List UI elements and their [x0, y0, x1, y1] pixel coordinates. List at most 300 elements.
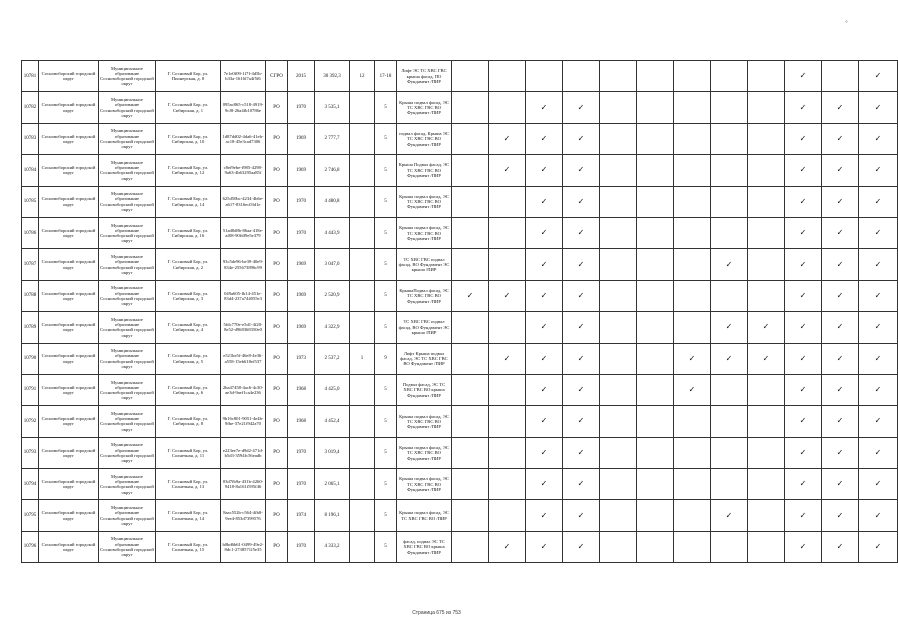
row-id: 10796 [22, 531, 39, 562]
elevators-cell [350, 249, 375, 280]
checkmark-icon: ✓ [799, 196, 807, 206]
work-check-cell [637, 374, 674, 405]
work-check-cell [452, 280, 489, 311]
program-type-cell: РО [266, 531, 288, 562]
checkmark-icon: ✓ [799, 447, 807, 457]
build-year-cell: 1969 [288, 249, 315, 280]
work-check-cell [711, 155, 748, 186]
work-check-cell [526, 123, 563, 154]
checkmark-icon: ✓ [540, 353, 548, 363]
work-check-cell [822, 217, 859, 248]
table-row [22, 186, 898, 217]
floors-cell: 9 [375, 343, 397, 374]
address-cell: Г. Сосновый Бор, ул. Сибирская, д. 5 [156, 343, 221, 374]
build-year-cell: 2015 [288, 61, 315, 92]
organization-cell: Муниципальное образование Сосновоборский городской округ [99, 531, 156, 562]
work-check-cell [600, 280, 637, 311]
work-check-cell [748, 469, 785, 500]
work-check-cell [452, 155, 489, 186]
work-check-cell [489, 531, 526, 562]
row-id: 10787 [22, 249, 39, 280]
work-check-cell [785, 61, 822, 92]
work-check-cell [748, 249, 785, 280]
floors-cell: 5 [375, 217, 397, 248]
work-check-cell [748, 280, 785, 311]
build-year-cell: 1969 [288, 123, 315, 154]
table-row [22, 531, 898, 562]
works-list-cell: подвал фасад, Крыша ЭС ТС ХВС ГВС ВО Фундамент /ПИР [397, 123, 452, 154]
address-cell: Г. Сосновый Бор, ул. Солнечная, д. 11 [156, 437, 221, 468]
checkmark-icon: ✓ [874, 385, 882, 395]
checkmark-icon: ✓ [874, 133, 882, 143]
table-row [22, 155, 898, 186]
work-check-cell [526, 249, 563, 280]
checkmark-icon: ✓ [874, 290, 882, 300]
organization-cell: Муниципальное образование Сосновоборский городской округ [99, 217, 156, 248]
build-year-cell: 1970 [288, 186, 315, 217]
work-check-cell [711, 437, 748, 468]
checkmark-icon: ✓ [540, 102, 548, 112]
work-check-cell [711, 217, 748, 248]
work-check-cell [859, 217, 898, 248]
works-list-cell: КрышаПодвал фасад, ЭС ТС ХВС ГВС ВО Фундамент /ПИР [397, 280, 452, 311]
work-check-cell [785, 469, 822, 500]
address-cell: Г. Сосновый Бор, ул. Сибирская, д. 2 [156, 249, 221, 280]
work-check-cell [674, 343, 711, 374]
work-check-cell [859, 469, 898, 500]
work-check-cell [452, 61, 489, 92]
work-check-cell [785, 437, 822, 468]
works-list-cell: фасад, подвал ЭС ТС ХВС ГВС ВО крыша Фундамент /ПИР [397, 531, 452, 562]
floors-cell: 5 [375, 437, 397, 468]
work-check-cell [563, 186, 600, 217]
work-check-cell [859, 249, 898, 280]
municipality-cell: Сосновоборский городской округ [39, 92, 99, 123]
work-check-cell [711, 123, 748, 154]
works-list-cell: Крыша подвал фасад, ЭС ТС ХВС ГВС ВО Фундамент /ПИР [397, 437, 452, 468]
work-check-cell [526, 531, 563, 562]
checkmark-icon: ✓ [688, 353, 696, 363]
row-id: 10794 [22, 469, 39, 500]
checkmark-icon: ✓ [836, 102, 844, 112]
checkmark-icon: ✓ [540, 290, 548, 300]
address-cell: Г. Сосновый Бор, ул. Сибирская, д. 16 [156, 217, 221, 248]
work-check-cell [785, 186, 822, 217]
elevators-cell [350, 155, 375, 186]
checkmark-icon: ✓ [577, 259, 585, 269]
organization-cell: Муниципальное образование Сосновоборский городской округ [99, 500, 156, 531]
area-cell: 4 452,4 [315, 406, 350, 437]
checkmark-icon: ✓ [540, 228, 548, 238]
work-check-cell [526, 186, 563, 217]
table-row [22, 406, 898, 437]
work-check-cell [748, 374, 785, 405]
floors-cell: 5 [375, 249, 397, 280]
work-check-cell [452, 500, 489, 531]
work-check-cell [822, 406, 859, 437]
works-list-cell: ТС ХВС ГВС подвал фасад, ВО Фундамент ЭС крыша /ПИР [397, 249, 452, 280]
checkmark-icon: ✓ [799, 479, 807, 489]
work-check-cell [859, 280, 898, 311]
checkmark-icon: ✓ [577, 228, 585, 238]
checkmark-icon: ✓ [799, 385, 807, 395]
program-type-cell: РО [266, 437, 288, 468]
floors-cell: 5 [375, 186, 397, 217]
buildings-table [21, 60, 898, 563]
build-year-cell: 1973 [288, 343, 315, 374]
row-id: 10784 [22, 155, 39, 186]
floors-cell: 5 [375, 531, 397, 562]
work-check-cell [674, 92, 711, 123]
work-check-cell [563, 61, 600, 92]
program-type-cell: РО [266, 280, 288, 311]
checkmark-icon: ✓ [874, 71, 882, 81]
floors-cell: 5 [375, 406, 397, 437]
work-check-cell [526, 312, 563, 343]
work-check-cell [526, 406, 563, 437]
work-check-cell [600, 469, 637, 500]
program-type-cell: РО [266, 469, 288, 500]
checkmark-icon: ✓ [577, 102, 585, 112]
work-check-cell [452, 217, 489, 248]
elevators-cell: 12 [350, 61, 375, 92]
work-check-cell [748, 123, 785, 154]
work-check-cell [526, 92, 563, 123]
work-check-cell [748, 531, 785, 562]
work-check-cell [600, 343, 637, 374]
checkmark-icon: ✓ [836, 353, 844, 363]
house-guid-cell: 625d50bc-4234-4b6e-a617-8316ec03d1e [221, 186, 266, 217]
area-cell: 2 746,8 [315, 155, 350, 186]
table-row [22, 343, 898, 374]
checkmark-icon: ✓ [799, 353, 807, 363]
house-guid-cell: e521be5f-46e8-4e36-a558-15eb618ef537 [221, 343, 266, 374]
checkmark-icon: ✓ [836, 259, 844, 269]
elevators-cell [350, 406, 375, 437]
work-check-cell [785, 155, 822, 186]
organization-cell: Муниципальное образование Сосновоборский городской округ [99, 186, 156, 217]
program-type-cell: РО [266, 406, 288, 437]
work-check-cell [526, 61, 563, 92]
organization-cell: Муниципальное образование Сосновоборский городской округ [99, 123, 156, 154]
work-check-cell [637, 217, 674, 248]
work-check-cell [452, 123, 489, 154]
work-check-cell [859, 437, 898, 468]
address-cell: Г. Сосновый Бор, ул. Сибирская, д. 6 [156, 374, 221, 405]
work-check-cell [563, 123, 600, 154]
organization-cell: Муниципальное образование Сосновоборский городской округ [99, 343, 156, 374]
build-year-cell: 1969 [288, 280, 315, 311]
work-check-cell [822, 500, 859, 531]
municipality-cell: Сосновоборский городской округ [39, 217, 99, 248]
table-row [22, 217, 898, 248]
work-check-cell [822, 186, 859, 217]
checkmark-icon: ✓ [577, 290, 585, 300]
floors-cell: 5 [375, 500, 397, 531]
checkmark-icon: ✓ [688, 385, 696, 395]
elevators-cell [350, 217, 375, 248]
work-check-cell [822, 61, 859, 92]
house-guid-cell: 8aac552b-c564-4fb8-9ee4-853d7399576 [221, 500, 266, 531]
program-type-cell: РО [266, 500, 288, 531]
work-check-cell [637, 312, 674, 343]
row-id: 10793 [22, 437, 39, 468]
checkmark-icon: ✓ [799, 165, 807, 175]
work-check-cell [637, 500, 674, 531]
work-check-cell [674, 249, 711, 280]
checkmark-icon: ✓ [836, 322, 844, 332]
checkmark-icon: ✓ [874, 479, 882, 489]
work-check-cell [674, 312, 711, 343]
work-check-cell [711, 92, 748, 123]
page-footer: Страница 675 из 753 [412, 610, 461, 616]
address-cell: Г. Сосновый Бор, ул. Солнечная, д. 13 [156, 469, 221, 500]
checkmark-icon: ✓ [540, 165, 548, 175]
build-year-cell: 1970 [288, 217, 315, 248]
work-check-cell [637, 92, 674, 123]
work-check-cell [600, 374, 637, 405]
work-check-cell [452, 312, 489, 343]
works-list-cell: Крыша Подвал фасад, ЭС ТС ХВС ГВС ВО Фундамент /ПИР [397, 155, 452, 186]
checkmark-icon: ✓ [874, 259, 882, 269]
floors-cell: 17-18 [375, 61, 397, 92]
work-check-cell [489, 92, 526, 123]
work-check-cell [822, 374, 859, 405]
work-check-cell [822, 92, 859, 123]
work-check-cell [711, 186, 748, 217]
area-cell: 3 019,4 [315, 437, 350, 468]
checkmark-icon: ✓ [836, 510, 844, 520]
municipality-cell: Сосновоборский городской округ [39, 312, 99, 343]
checkmark-icon: ✓ [540, 542, 548, 552]
organization-cell: Муниципальное образование Сосновоборский городской округ [99, 437, 156, 468]
work-check-cell [748, 312, 785, 343]
work-check-cell [711, 249, 748, 280]
work-check-cell [563, 280, 600, 311]
checkmark-icon: ✓ [503, 290, 511, 300]
work-check-cell [637, 249, 674, 280]
checkmark-icon: ✓ [577, 353, 585, 363]
work-check-cell [637, 61, 674, 92]
work-check-cell [785, 312, 822, 343]
checkmark-icon: ✓ [836, 542, 844, 552]
municipality-cell: Сосновоборский городской округ [39, 531, 99, 562]
work-check-cell [452, 374, 489, 405]
work-check-cell [674, 469, 711, 500]
work-check-cell [489, 280, 526, 311]
build-year-cell: 1970 [288, 92, 315, 123]
work-check-cell [822, 155, 859, 186]
work-check-cell [526, 217, 563, 248]
elevators-cell [350, 92, 375, 123]
works-list-cell: Лифт Крыша подвал фасад, ЭС ТС ХВС ГВС ВО Фундамент /ПИР [397, 343, 452, 374]
checkmark-icon: ✓ [799, 102, 807, 112]
work-check-cell [600, 500, 637, 531]
row-id: 10789 [22, 312, 39, 343]
municipality-cell: Сосновоборский городской округ [39, 186, 99, 217]
checkmark-icon: ✓ [540, 479, 548, 489]
municipality-cell: Сосновоборский городской округ [39, 374, 99, 405]
work-check-cell [748, 155, 785, 186]
work-check-cell [563, 92, 600, 123]
work-check-cell [452, 92, 489, 123]
table-row [22, 249, 898, 280]
program-type-cell: СГРО [266, 61, 288, 92]
area-cell: 2 065,1 [315, 469, 350, 500]
house-guid-cell: 9b16c801-9051-4e4b-9fbe-37e21f942a70 [221, 406, 266, 437]
organization-cell: Муниципальное образование Сосновоборский городской округ [99, 406, 156, 437]
work-check-cell [489, 217, 526, 248]
address-cell: Г. Сосновый Бор, ул. Сибирская, д. 14 [156, 186, 221, 217]
works-list-cell: Крыша подвал фасад, ЭС ТС ХВС ГВС ВО /ПИР [397, 500, 452, 531]
house-guid-cell: 03d7fb9a-431b-4260-9418-8a161f595f46 [221, 469, 266, 500]
house-guid-cell: 095ac865-c518-4919-9cf8-26a4fb10786e [221, 92, 266, 123]
floors-cell: 5 [375, 280, 397, 311]
work-check-cell [600, 186, 637, 217]
work-check-cell [711, 500, 748, 531]
build-year-cell: 1970 [288, 437, 315, 468]
work-check-cell [600, 155, 637, 186]
municipality-cell: Сосновоборский городской округ [39, 406, 99, 437]
program-type-cell: РО [266, 92, 288, 123]
row-id: 10781 [22, 61, 39, 92]
work-check-cell [489, 312, 526, 343]
area-cell: 3 535,1 [315, 92, 350, 123]
work-check-cell [785, 500, 822, 531]
checkmark-icon: ✓ [874, 102, 882, 112]
checkmark-icon: ✓ [874, 542, 882, 552]
checkmark-icon: ✓ [799, 259, 807, 269]
work-check-cell [711, 531, 748, 562]
work-check-cell [859, 155, 898, 186]
municipality-cell: Сосновоборский городской округ [39, 500, 99, 531]
works-list-cell: ТС ХВС ГВС подвал фасад, ВО Фундамент ЭС крыша /ПИР [397, 312, 452, 343]
work-check-cell [600, 92, 637, 123]
program-type-cell: РО [266, 312, 288, 343]
organization-cell: Муниципальное образование Сосновоборский городской округ [99, 374, 156, 405]
elevators-cell [350, 531, 375, 562]
elevators-cell [350, 123, 375, 154]
work-check-cell [600, 406, 637, 437]
program-type-cell: РО [266, 217, 288, 248]
checkmark-icon: ✓ [799, 133, 807, 143]
program-type-cell: РО [266, 374, 288, 405]
work-check-cell [452, 406, 489, 437]
area-cell: 30 392,3 [315, 61, 350, 92]
checkmark-icon: ✓ [540, 133, 548, 143]
checkmark-icon: ✓ [836, 479, 844, 489]
checkmark-icon: ✓ [836, 290, 844, 300]
checkmark-icon: ✓ [577, 416, 585, 426]
floors-cell: 5 [375, 92, 397, 123]
checkmark-icon: ✓ [762, 353, 770, 363]
work-check-cell [526, 469, 563, 500]
work-check-cell [526, 280, 563, 311]
work-check-cell [748, 406, 785, 437]
elevators-cell [350, 500, 375, 531]
checkmark-icon: ✓ [577, 385, 585, 395]
checkmark-icon: ✓ [799, 71, 807, 81]
program-type-cell: РО [266, 123, 288, 154]
work-check-cell [452, 437, 489, 468]
organization-cell: Муниципальное образование Сосновоборский городской округ [99, 61, 156, 92]
checkmark-icon: ✓ [874, 165, 882, 175]
area-cell: 2 777,7 [315, 123, 350, 154]
checkmark-icon: ✓ [577, 133, 585, 143]
elevators-cell [350, 437, 375, 468]
house-guid-cell: e223ee7e-d9d2-471d-b5d3-3594fc56eadb [221, 437, 266, 468]
organization-cell: Муниципальное образование Сосновоборский городской округ [99, 155, 156, 186]
checkmark-icon: ✓ [577, 447, 585, 457]
row-id: 10795 [22, 500, 39, 531]
checkmark-icon: ✓ [874, 228, 882, 238]
checkmark-icon: ✓ [799, 510, 807, 520]
house-guid-cell: 049a605-fb14-451e-83d4-237a744055e3 [221, 280, 266, 311]
address-cell: Г. Сосновый Бор, ул. Сибирская, д. 1 [156, 92, 221, 123]
row-id: 10792 [22, 406, 39, 437]
checkmark-icon: ✓ [540, 385, 548, 395]
checkmark-icon: ✓ [836, 133, 844, 143]
area-cell: 4 480,8 [315, 186, 350, 217]
work-check-cell [748, 61, 785, 92]
checkmark-icon: ✓ [577, 479, 585, 489]
table-row [22, 61, 898, 92]
area-cell: 2 537,2 [315, 343, 350, 374]
work-check-cell [526, 437, 563, 468]
work-check-cell [563, 469, 600, 500]
checkmark-icon: ✓ [799, 322, 807, 332]
checkmark-icon: ✓ [577, 510, 585, 520]
elevators-cell [350, 374, 375, 405]
work-check-cell [489, 343, 526, 374]
build-year-cell: 1970 [288, 531, 315, 562]
floors-cell: 5 [375, 312, 397, 343]
build-year-cell: 1969 [288, 312, 315, 343]
work-check-cell [859, 312, 898, 343]
work-check-cell [452, 249, 489, 280]
work-check-cell [785, 123, 822, 154]
checkmark-icon: ✓ [503, 542, 511, 552]
work-check-cell [822, 531, 859, 562]
work-check-cell [822, 280, 859, 311]
work-check-cell [859, 374, 898, 405]
work-check-cell [748, 217, 785, 248]
checkmark-icon: ✓ [725, 259, 733, 269]
checkmark-icon: ✓ [540, 259, 548, 269]
checkmark-icon: ✓ [725, 353, 733, 363]
checkmark-icon: ✓ [725, 322, 733, 332]
checkmark-icon: ✓ [540, 416, 548, 426]
checkmark-icon: ✓ [836, 447, 844, 457]
municipality-cell: Сосновоборский городской округ [39, 437, 99, 468]
checkmark-icon: ✓ [836, 165, 844, 175]
area-cell: 3 047,0 [315, 249, 350, 280]
work-check-cell [674, 500, 711, 531]
work-check-cell [563, 249, 600, 280]
checkmark-icon: ✓ [577, 196, 585, 206]
work-check-cell [674, 437, 711, 468]
work-check-cell [711, 469, 748, 500]
checkmark-icon: ✓ [503, 353, 511, 363]
work-check-cell [563, 155, 600, 186]
work-check-cell [563, 500, 600, 531]
work-check-cell [748, 186, 785, 217]
work-check-cell [637, 406, 674, 437]
checkmark-icon: ✓ [725, 510, 733, 520]
work-check-cell [563, 312, 600, 343]
work-check-cell [489, 469, 526, 500]
elevators-cell [350, 186, 375, 217]
